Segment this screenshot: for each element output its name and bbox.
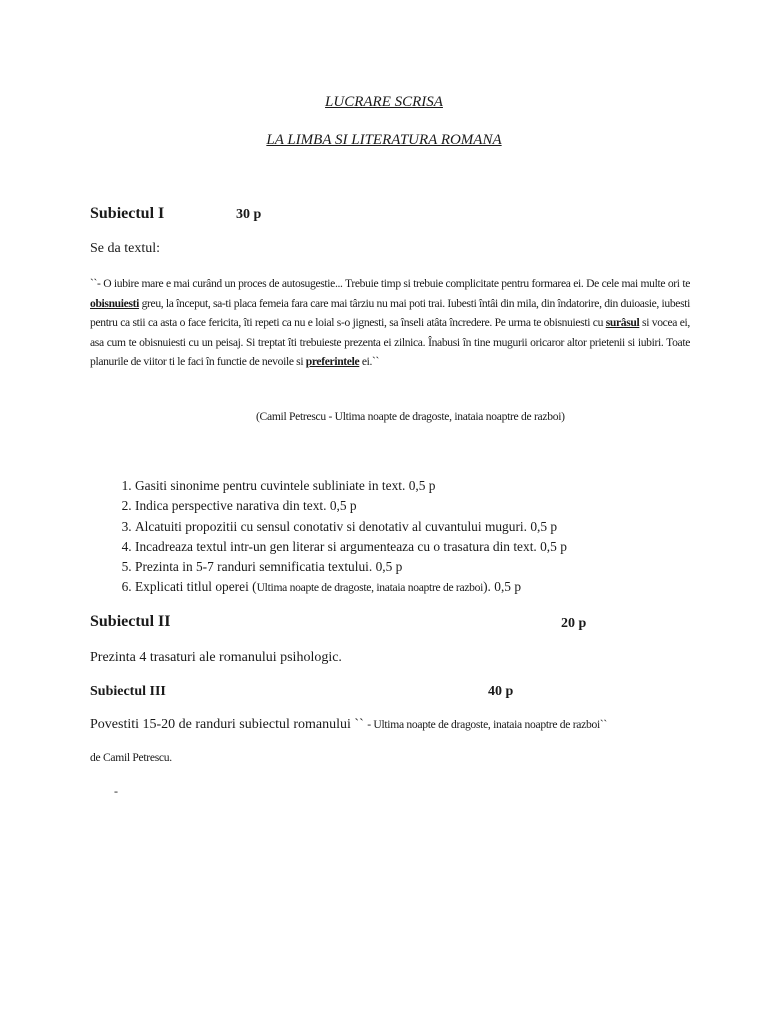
question-item: 4. Incadreaza textul intr-un gen literar si argumenteaza cu o trasatura din text. 0,5 p	[135, 537, 755, 557]
underlined-word: preferintele	[305, 355, 360, 368]
subject1-passage: ``- O iubire mare e mai curând un proces de autosugestie... Trebuie timp si trebuie complicitate pentru formarea ei. De cele mai multe ori te obisnuiesti greu, la început, sa-ti placa femeia fara care mai târziu nu mai poti trai. Iubesti întâi din mila, din îndatorire, din duioasie, iubesti pentru ca stii ca asta o face fericita, îti repeti ca nu e loial s-o jignesti, sa înseli atâta încredere. Pe urma te obisnuiesti cu surâsul si vocea ei, asa cum te obisnuiesti cu un peisaj. Si treptat îti trebuieste prezenta ei zilnica. Înabusi în tine mugurii oricaror altor prietenii si iubiri. Toate planurile de viitor ti le faci în functie de nevoile si preferintele ei.``	[90, 277, 690, 368]
passage-citation: (Camil Petrescu - Ultima noapte de dragoste, inataia noaptre de razboi)	[256, 410, 565, 423]
subject2-text: Prezinta 4 trasaturi ale romanului psihologic.	[90, 650, 342, 665]
underlined-word: surâsul	[605, 316, 640, 329]
subject1-heading: Subiectul I	[90, 205, 165, 222]
question-item: 6. Explicati titlul operei (Ultima noapte de dragoste, inataia noaptre de razboi). 0,5 p	[135, 577, 755, 598]
subject2-heading: Subiectul II	[90, 613, 171, 630]
title-line-2: LA LIMBA SI LITERATURA ROMANA	[266, 132, 502, 148]
subject3-points: 40 p	[488, 684, 514, 699]
question-item: 2. Indica perspective narativa din text. 0,5 p	[135, 496, 755, 516]
subject1-intro: Se da textul:	[90, 241, 160, 256]
subject3-text-cont: de Camil Petrescu.	[90, 751, 172, 764]
questions-list	[90, 476, 755, 599]
question-item: 5. Prezinta in 5-7 randuri semnificatia textului. 0,5 p	[135, 557, 755, 577]
underlined-word: obisnuiesti	[90, 296, 139, 310]
trailing-dash: -	[114, 784, 118, 798]
question-item: 1. Gasiti sinonime pentru cuvintele subliniate in text. 0,5 p	[135, 476, 755, 496]
subject3-text: Povestiti 15-20 de randuri subiectul romanului `` - Ultima noapte de dragoste, inataia noaptre de razboi``	[90, 717, 607, 732]
subject2-points: 20 p	[561, 616, 587, 631]
subject1-points: 30 p	[236, 207, 262, 222]
subject3-heading: Subiectul III	[90, 684, 166, 699]
title-line-1: LUCRARE SCRISA	[325, 94, 443, 110]
question-item: 3. Alcatuiti propozitii cu sensul conotativ si denotativ al cuvantului muguri. 0,5 p	[135, 517, 755, 537]
